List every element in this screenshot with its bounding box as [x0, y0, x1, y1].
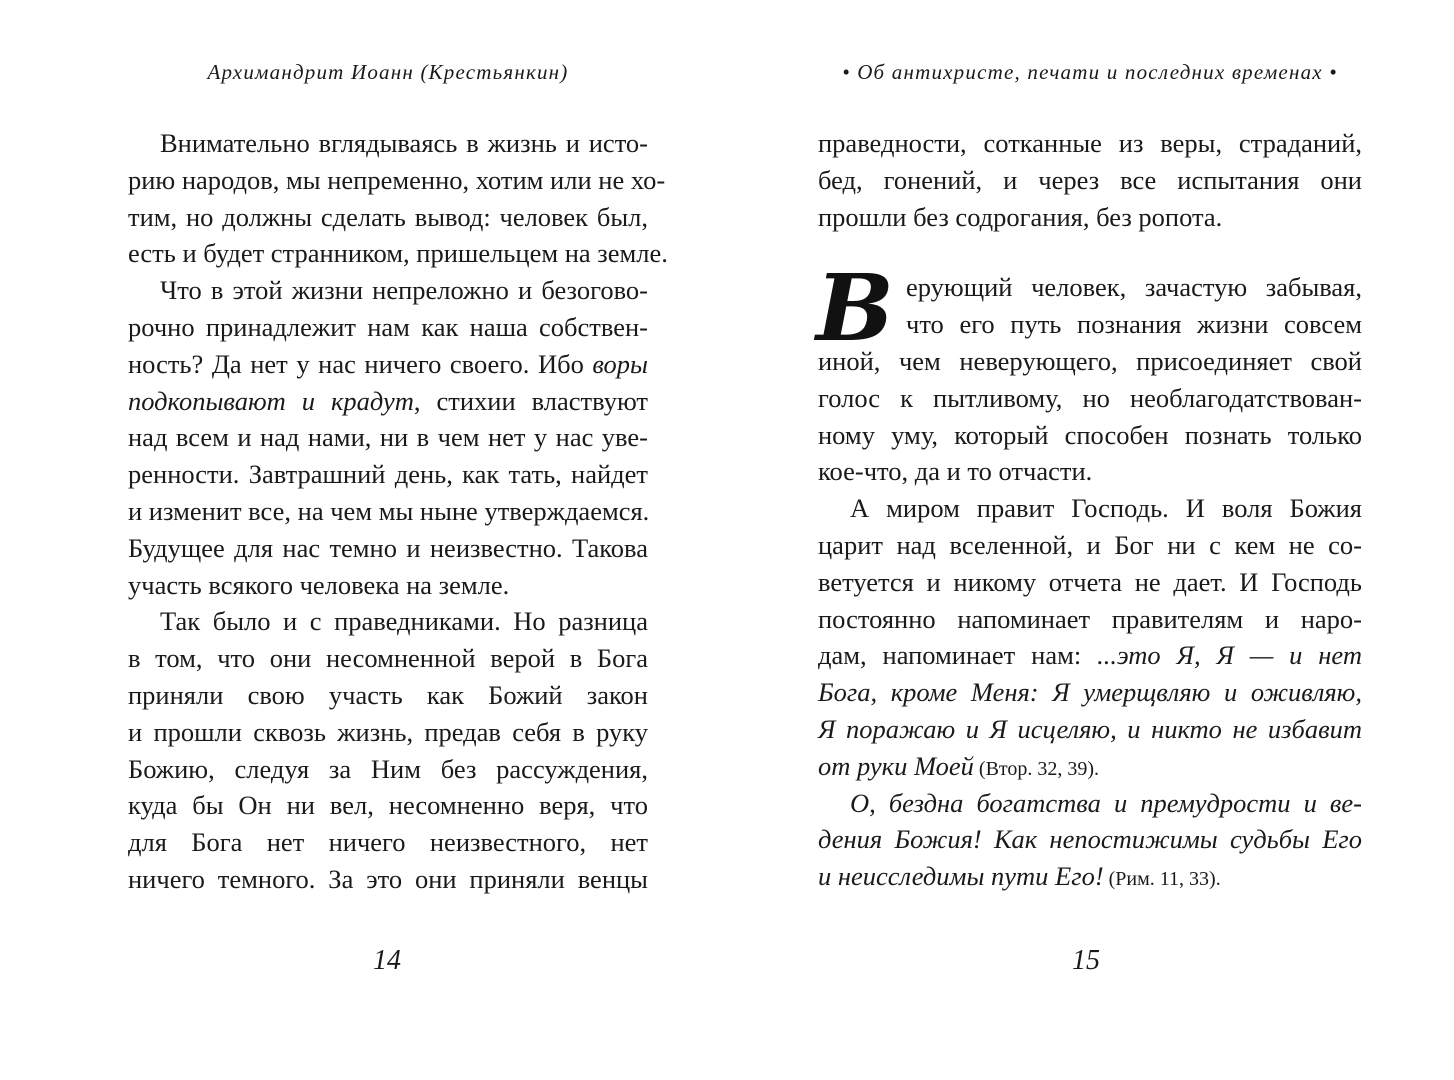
section-gap [818, 235, 1362, 269]
italic-quote: О, бездна богатства и премудрости и ве- [850, 787, 1362, 818]
right-page-text [818, 125, 1362, 895]
text-line: Так было и с праведниками. Но разница [160, 606, 648, 637]
scripture-reference: (Втор. 32, 39). [973, 757, 1100, 780]
text-line: что его путь познания жизни совсем [906, 309, 1362, 340]
text-line: А миром правит Господь. И воля Божия [850, 493, 1362, 524]
text-line: тим, но должны сделать вывод: человек был, [128, 201, 648, 232]
italic-quote: от руки Моей [818, 750, 974, 781]
drop-cap: В [816, 254, 894, 362]
italic-quote: воры [592, 348, 648, 379]
text-line: и прошли сквозь жизнь, предав себя в руку [128, 716, 648, 747]
left-page-text [128, 125, 668, 898]
scripture-reference: (Рим. 11, 33). [1103, 868, 1221, 891]
text-line: голос к пытливому, но необлагодатствован- [818, 382, 1362, 413]
text-line: в том, что они несомненной верой в Бога [128, 643, 648, 674]
right-page [818, 0, 1362, 1080]
text-line [818, 821, 1362, 858]
text-line: рию народов, мы непременно, хотим или не хо- [128, 164, 666, 195]
text-line: участь всякого человека на земле. [128, 569, 510, 600]
text-line: рочно принадлежит нам как наша собствен- [128, 311, 648, 342]
text-line: подкопывают и крадут, стихии властвуют [128, 385, 648, 416]
italic-quote: ...это Я, Я — и нет [1097, 640, 1362, 671]
text-line: ветуется и никому отчета не дает. И Господь [818, 566, 1362, 597]
page-number-left: 14 [373, 945, 401, 976]
text-line: приняли свою участь как Божий закон [128, 679, 648, 710]
text-line: над всем и над нами, ни в чем нет у нас уве- [128, 422, 648, 453]
text-line: ерующий человек, зачастую забывая, [906, 272, 1362, 303]
text-line [818, 785, 1362, 822]
text-line: кое-что, да и то отчасти. [818, 456, 1093, 487]
text-line: Внимательно вглядываясь в жизнь и исто- [160, 128, 648, 158]
text-line: и изменит все, на чем мы ныне утверждаемся. [128, 495, 650, 526]
text-line: куда бы Он ни вел, несомненно веря, что [128, 790, 648, 821]
text-line [818, 858, 1362, 895]
text-line: праведности, сотканные из веры, страданий, [818, 128, 1362, 158]
text-line: для Бога нет ничего неизвестного, нет [128, 827, 648, 858]
text-line: царит над вселенной, и Бог ни с кем не со- [818, 529, 1362, 560]
italic-quote: дения Божия! Как непостижимы судьбы Его [818, 824, 1362, 855]
italic-quote: и неисследимы пути Его! [818, 861, 1104, 892]
running-head-left: Архимандрит Иоанн (Крестьянкин) [207, 60, 569, 84]
italic-quote: Я поражаю и Я исцеляю, и никто не избавит [818, 713, 1362, 744]
italic-quote: подкопывают и крадут [128, 385, 414, 416]
text-line: ному уму, который способен познать только [818, 419, 1362, 450]
running-head-right: • Об антихристе, печати и последних временах • [842, 60, 1338, 84]
text-line [818, 674, 1362, 711]
text-line: Что в этой жизни непреложно и безогово- [160, 275, 648, 306]
text-line: Будущее для нас темно и неизвестно. Такова [128, 532, 648, 563]
text-line [818, 748, 1362, 785]
text-line: иной, чем неверующего, присоединяет свой [818, 345, 1362, 376]
text-line: прошли без содрогания, без ропота. [818, 201, 1223, 232]
text-line: бед, гонений, и через все испытания они [818, 164, 1362, 195]
left-page [128, 0, 668, 1080]
text-line: есть и будет странником, пришельцем на земле. [128, 238, 668, 269]
text-line: ренности. Завтрашний день, как тать, найдет [128, 459, 648, 490]
text-line: ность? Да нет у нас ничего своего. Ибо воры [128, 348, 648, 379]
page-number-right: 15 [1072, 945, 1100, 976]
italic-quote: Бога, кроме Меня: Я умерщвляю и оживляю, [818, 677, 1362, 708]
text-line: Божию, следуя за Ним без рассуждения, [128, 753, 648, 784]
text-line: постоянно напоминает правителям и наро- [818, 603, 1362, 634]
text-line: дам, напоминает нам: ...это Я, Я — и нет [818, 640, 1362, 671]
text-line: ничего темного. За это они приняли венцы [128, 863, 648, 894]
text-line [818, 711, 1362, 748]
